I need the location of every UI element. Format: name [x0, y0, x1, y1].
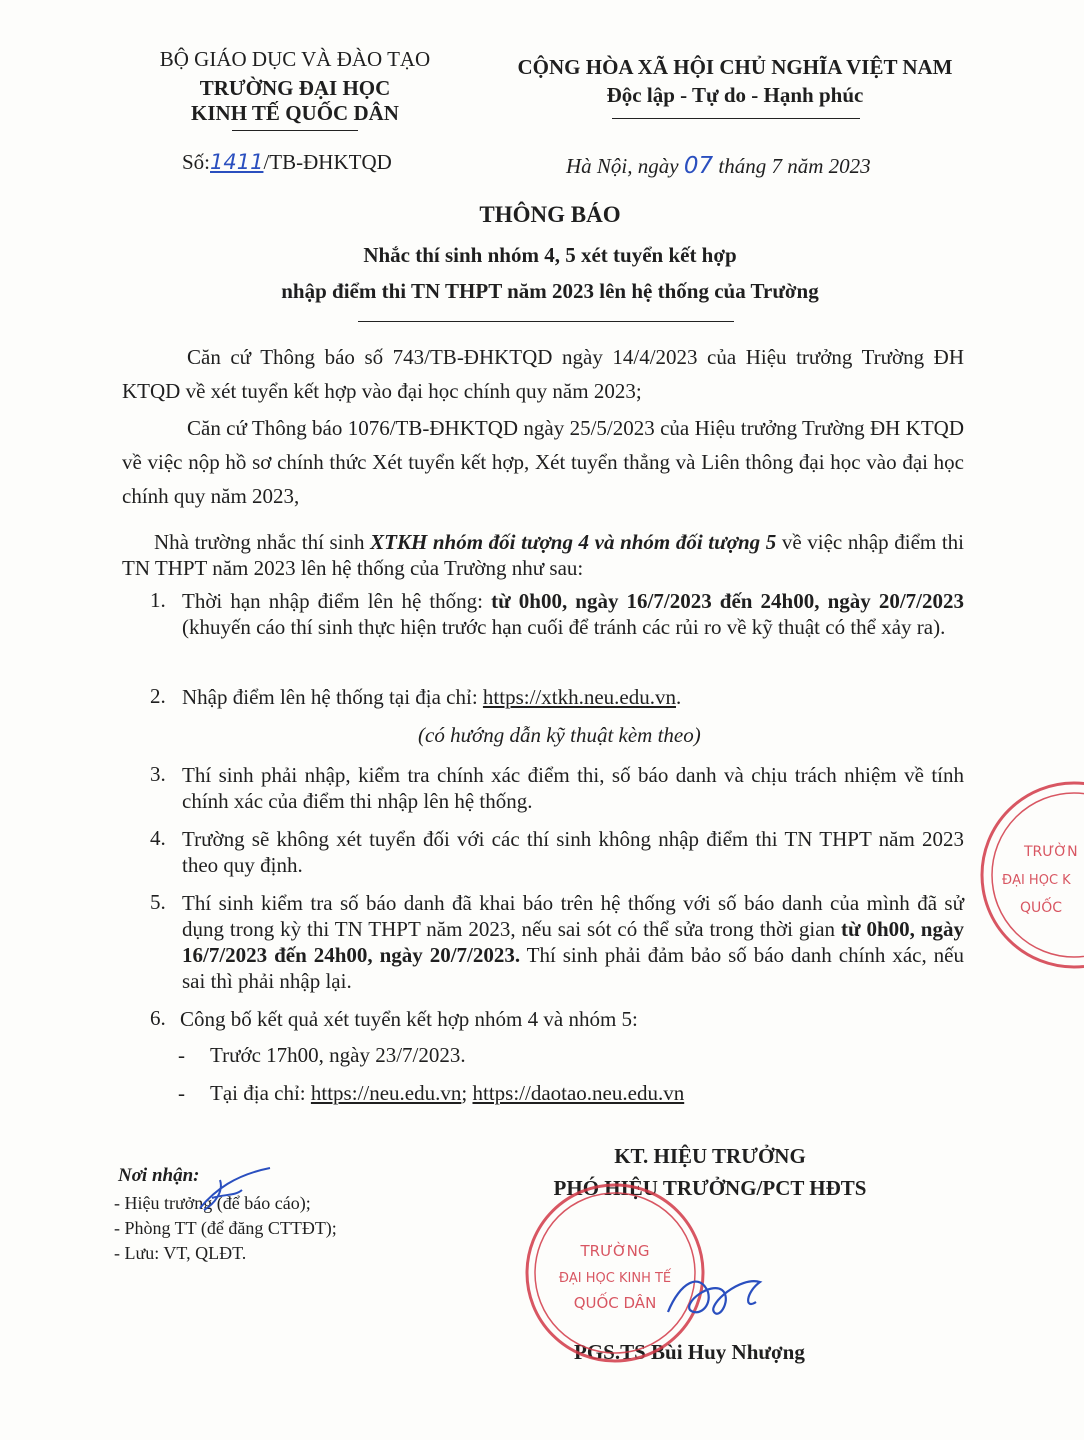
- recipient-line-1: - Hiệu trưởng (để báo cáo);: [114, 1193, 311, 1213]
- item-1-text-c: (khuyến cáo thí sinh thực hiện trước hạn cuối để tránh các rủi ro về kỹ thuật có thể xảy ra).: [182, 615, 946, 639]
- item-5-text: [182, 890, 964, 994]
- signature-title-2: PHÓ HIỆU TRƯỞNG/PCT HĐTS: [553, 1176, 867, 1200]
- left-header-rule: [232, 130, 358, 131]
- basis-paragraph-1: Căn cứ Thông báo số 743/TB-ĐHKTQD ngày 14/4/2023 của Hiệu trưởng Trường ĐH KTQD về xét tuyển kết hợp vào đại học chính quy năm 2023;: [122, 345, 964, 403]
- link-separator: ;: [461, 1081, 473, 1105]
- intro-target-groups: XTKH nhóm đối tượng 4 và nhóm đối tượng 5: [370, 530, 777, 554]
- sub-item-1-text: Trước 17h00, ngày 23/7/2023.: [210, 1043, 466, 1067]
- recipient-line-3: - Lưu: VT, QLĐT.: [114, 1243, 247, 1263]
- number-suffix: /TB-ĐHKTQD: [263, 150, 392, 174]
- date-prefix: Hà Nội, ngày: [566, 154, 684, 178]
- xtkh-link[interactable]: https://xtkh.neu.edu.vn: [482, 685, 676, 709]
- side-seal-text-2: ĐẠI HỌC K: [1002, 873, 1071, 888]
- side-seal-text-3: QUỐC: [1020, 900, 1063, 916]
- right-header-rule: [612, 118, 860, 119]
- national-motto: Độc lập - Tự do - Hạnh phúc: [606, 83, 864, 107]
- sub-item-2-dash: -: [178, 1081, 185, 1105]
- sub-item-2-text: [210, 1081, 684, 1106]
- recipient-line-2: - Phòng TT (để đăng CTTĐT);: [114, 1218, 337, 1238]
- item-5-text-c: Thí sinh phải đảm bảo số báo danh chính xác, nếu sai thì phải nhập lại.: [182, 943, 964, 993]
- item-5-text-a: Thí sinh kiểm tra số báo danh đã khai báo trên hệ thống với số báo danh của mình đã sử dụng trong kỳ thi TN THPT năm 2023, nếu sai sót có thể sửa trong thời gian: [182, 891, 964, 941]
- intro-text-a: Nhà trường nhắc thí sinh: [154, 530, 371, 554]
- ministry-name: BỘ GIÁO DỤC VÀ ĐÀO TẠO: [159, 47, 431, 71]
- date-suffix: tháng 7 năm 2023: [713, 154, 871, 178]
- date-day-handwritten: 07: [683, 153, 714, 179]
- school-name-line2: KINH TẾ QUỐC DÂN: [191, 101, 399, 125]
- notice-subtitle-line1: Nhắc thí sinh nhóm 4, 5 xét tuyển kết hợp: [363, 243, 737, 267]
- notice-subtitle-line2: nhập điểm thi TN THPT năm 2023 lên hệ thống của Trường: [281, 279, 819, 303]
- intro-text-c: về việc nhập điểm thi TN THPT năm 2023 lên hệ thống của Trường như sau:: [122, 530, 965, 580]
- daotao-link[interactable]: https://daotao.neu.edu.vn: [472, 1081, 685, 1105]
- title-rule: [358, 321, 734, 322]
- intro-paragraph: [122, 529, 964, 581]
- document-number: [182, 150, 392, 175]
- seal-text-2: ĐẠI HỌC KINH TẾ: [558, 1271, 672, 1286]
- notice-title: THÔNG BÁO: [479, 202, 621, 227]
- neu-link[interactable]: https://neu.edu.vn: [310, 1081, 462, 1105]
- side-seal-text-1: TRƯỜN: [1024, 844, 1078, 860]
- item-1-number: 1.: [150, 588, 166, 612]
- issue-date: [566, 153, 871, 179]
- item-5-deadline: từ 0h00, ngày 16/7/2023 đến 24h00, ngày 20/7/2023.: [182, 917, 964, 967]
- recipients-title: Nơi nhận:: [118, 1165, 200, 1186]
- sub-item-1-dash: -: [178, 1043, 185, 1067]
- item-2-text-a: Nhập điểm lên hệ thống tại địa chỉ:: [182, 685, 483, 709]
- basis-paragraph-2: Căn cứ Thông báo 1076/TB-ĐHKTQD ngày 25/5/2023 của Hiệu trưởng Trường ĐH KTQD về việc nộp hồ sơ chính thức Xét tuyển kết hợp, Xét tuyển thẳng và Liên thông đại học vào đại học chính quy năm 2023,: [122, 416, 964, 508]
- republic-name: CỘNG HÒA XÃ HỘI CHỦ NGHĨA VIỆT NAM: [517, 55, 953, 79]
- signer-name: PGS.TS Bùi Huy Nhượng: [574, 1340, 805, 1364]
- sub-item-2-prefix: Tại địa chỉ:: [210, 1081, 311, 1105]
- signature-scribble-icon: [660, 1262, 770, 1332]
- item-5-number: 5.: [150, 890, 166, 914]
- signature-title-1: KT. HIỆU TRƯỞNG: [614, 1144, 806, 1168]
- number-prefix: Số:: [182, 150, 211, 174]
- item-6-number: 6.: [150, 1006, 166, 1030]
- item-1-deadline: từ 0h00, ngày 16/7/2023 đến 24h00, ngày 20/7/2023: [491, 589, 964, 613]
- item-2-text: [182, 684, 964, 710]
- number-handwritten: 1411: [210, 150, 264, 174]
- item-3-number: 3.: [150, 762, 166, 786]
- item-4-text: Trường sẽ không xét tuyển đối với các thí sinh không nhập điểm thi TN THPT năm 2023 theo quy định.: [182, 827, 964, 877]
- item-2-note: (có hướng dẫn kỹ thuật kèm theo): [418, 723, 701, 747]
- item-2-number: 2.: [150, 684, 166, 708]
- item-4-number: 4.: [150, 826, 166, 850]
- side-seal-icon: [974, 780, 1084, 970]
- item-2-text-c: .: [676, 685, 682, 709]
- item-3-text: Thí sinh phải nhập, kiểm tra chính xác điểm thi, số báo danh và chịu trách nhiệm về tính chính xác của điểm thi nhập lên hệ thống.: [182, 763, 964, 813]
- item-1-text-a: Thời hạn nhập điểm lên hệ thống:: [182, 589, 492, 613]
- item-6-text: Công bố kết quả xét tuyển kết hợp nhóm 4 và nhóm 5:: [180, 1007, 638, 1031]
- school-name-line1: TRƯỜNG ĐẠI HỌC: [199, 76, 391, 100]
- seal-text-3: QUỐC DÂN: [573, 1294, 657, 1312]
- initial-scribble-icon: [190, 1160, 280, 1220]
- item-1-text: [182, 588, 964, 640]
- seal-text-1: TRƯỜNG: [580, 1242, 650, 1260]
